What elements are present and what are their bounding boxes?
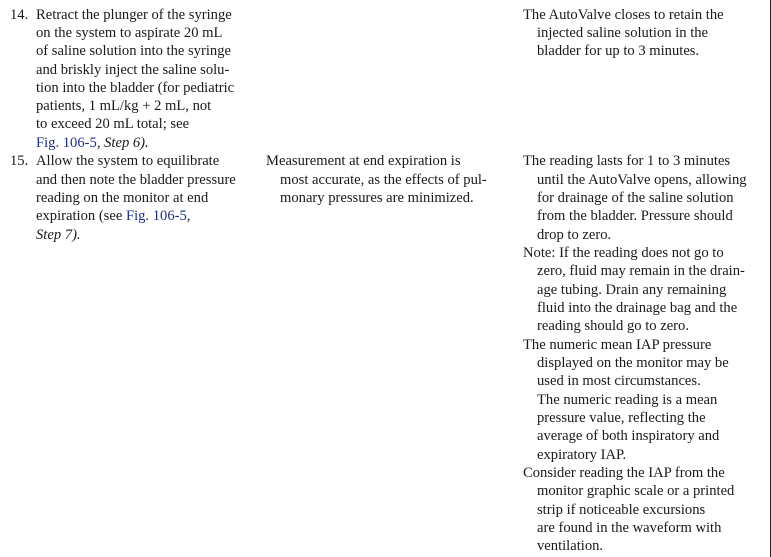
special-line: The reading lasts for 1 to 3 minutes — [523, 153, 731, 169]
special-line: The numeric mean IAP pressure — [523, 337, 712, 353]
step-number: 15. — [10, 153, 29, 169]
rationale-line: monary pressures are minimized. — [280, 190, 474, 206]
special-line: The AutoValve closes to retain the — [523, 7, 724, 23]
special-line: used in most circumstances. — [537, 373, 701, 389]
special-line: reading should go to zero. — [537, 318, 689, 334]
figure-ref-separator: , — [96, 135, 105, 151]
procedure-line: patients, 1 mL/kg + 2 mL, not — [36, 98, 212, 114]
special-line: Consider reading the IAP from the — [523, 465, 725, 481]
special-line: monitor graphic scale or a printed — [537, 483, 735, 499]
special-line: ventilation. — [537, 538, 604, 554]
special-line: expiratory IAP. — [537, 447, 627, 463]
special-line: for drainage of the saline solution — [537, 190, 734, 206]
special-line: from the bladder. Pressure should — [537, 208, 733, 224]
procedure-text: expiration (see — [36, 208, 126, 224]
procedure-line: on the system to aspirate 20 mL — [36, 25, 223, 41]
special-line: bladder for up to 3 minutes. — [537, 43, 700, 59]
special-line: average of both inspiratory and — [537, 428, 720, 444]
procedure-line: and briskly inject the saline solu- — [36, 62, 230, 78]
special-line: until the AutoValve opens, allowing — [537, 172, 747, 188]
special-line: The numeric reading is a mean — [537, 392, 718, 408]
special-line: Note: If the reading does not go to — [523, 245, 724, 261]
procedure-line: Allow the system to equilibrate — [36, 153, 220, 169]
procedure-line: reading on the monitor at end — [36, 190, 209, 206]
figure-link[interactable]: Fig. 106-5 — [125, 208, 187, 224]
figure-step-ref: Step 6). — [104, 135, 149, 151]
rationale-line: most accurate, as the effects of pul- — [280, 172, 487, 188]
procedure-line: of saline solution into the syringe — [36, 43, 231, 59]
special-line: displayed on the monitor may be — [537, 355, 729, 371]
figure-link[interactable]: Fig. 106-5 — [36, 135, 97, 151]
special-line: injected saline solution in the — [537, 25, 709, 41]
procedure-line-figure-ref — [36, 134, 149, 152]
rationale-line: Measurement at end expiration is — [266, 153, 461, 169]
step-number: 14. — [10, 7, 29, 23]
special-line: zero, fluid may remain in the drain- — [537, 263, 745, 279]
special-line: fluid into the drainage bag and the — [537, 300, 738, 316]
special-line: are found in the waveform with — [537, 520, 722, 536]
procedure-line-figure-ref — [36, 207, 190, 225]
figure-ref-separator: , — [186, 208, 191, 224]
special-line: age tubing. Drain any remaining — [537, 282, 727, 298]
procedure-line: to exceed 20 mL total; see — [36, 116, 190, 132]
procedure-line: Retract the plunger of the syringe — [36, 7, 232, 23]
special-line: drop to zero. — [537, 227, 612, 243]
procedure-line: and then note the bladder pressure — [36, 172, 236, 188]
figure-step-ref: Step 7). — [36, 227, 81, 243]
procedure-line: tion into the bladder (for pediatric — [36, 80, 235, 96]
special-line: pressure value, reflecting the — [537, 410, 706, 426]
special-line: strip if noticeable excursions — [537, 502, 706, 518]
